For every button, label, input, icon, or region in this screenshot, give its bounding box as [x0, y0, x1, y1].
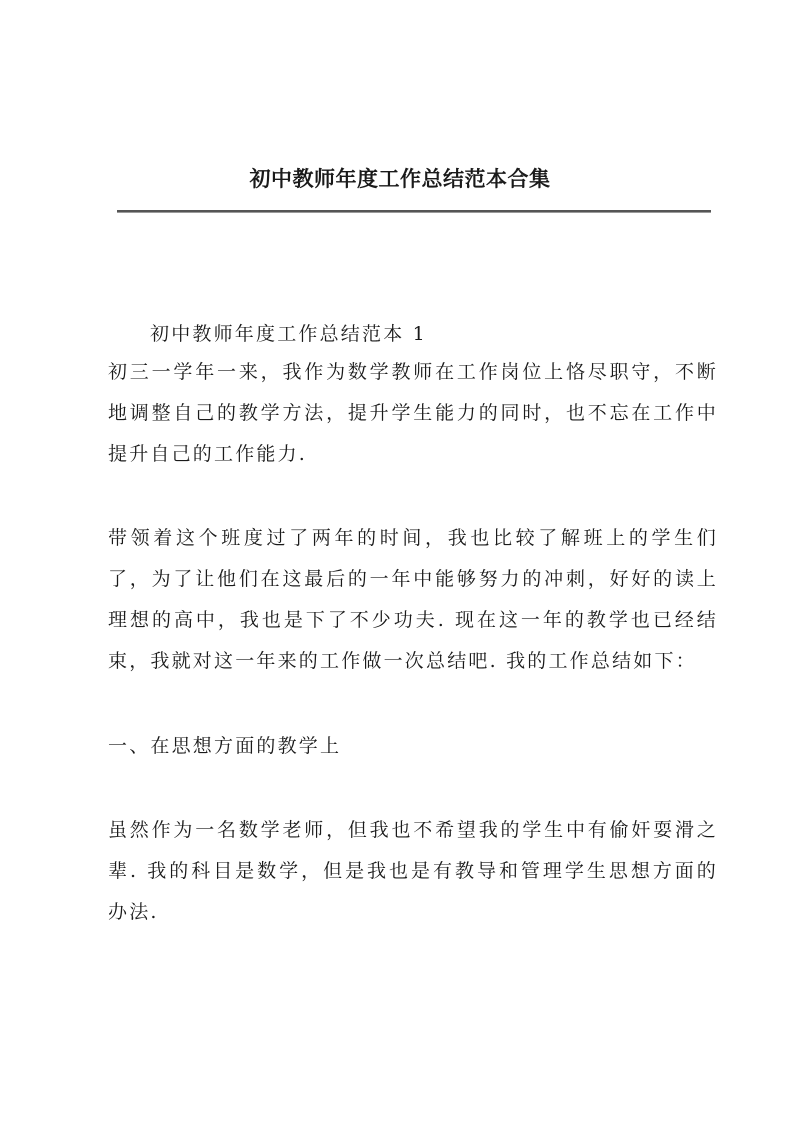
section-heading: 初中教师年度工作总结范本 1 [150, 323, 427, 345]
title-divider [117, 210, 711, 213]
paragraph-intro: 初三一学年一来，我作为数学教师在工作岗位上恪尽职守，不断地调整自己的教学方法，提升学生能力的同时，也不忘在工作中提升自己的工作能力. [108, 361, 718, 465]
document-title: 初中教师年度工作总结范本合集 [249, 166, 551, 191]
paragraph-class-overview: 带领着这个班度过了两年的时间，我也比较了解班上的学生们了，为了让他们在这最后的一年中能够努力的冲刺，好好的读上理想的高中，我也是下了不少功夫. 现在这一年的教学也已经结束，我就对这一年来的工作做一次总结吧. 我的工作总结如下： [108, 527, 718, 672]
subheading-ideology: 一、在思想方面的教学上 [108, 735, 342, 757]
paragraph-ideology: 虽然作为一名数学老师，但我也不希望我的学生中有偷奸耍滑之辈. 我的科目是数学，但是我也是有教导和管理学生思想方面的办法. [108, 819, 718, 923]
